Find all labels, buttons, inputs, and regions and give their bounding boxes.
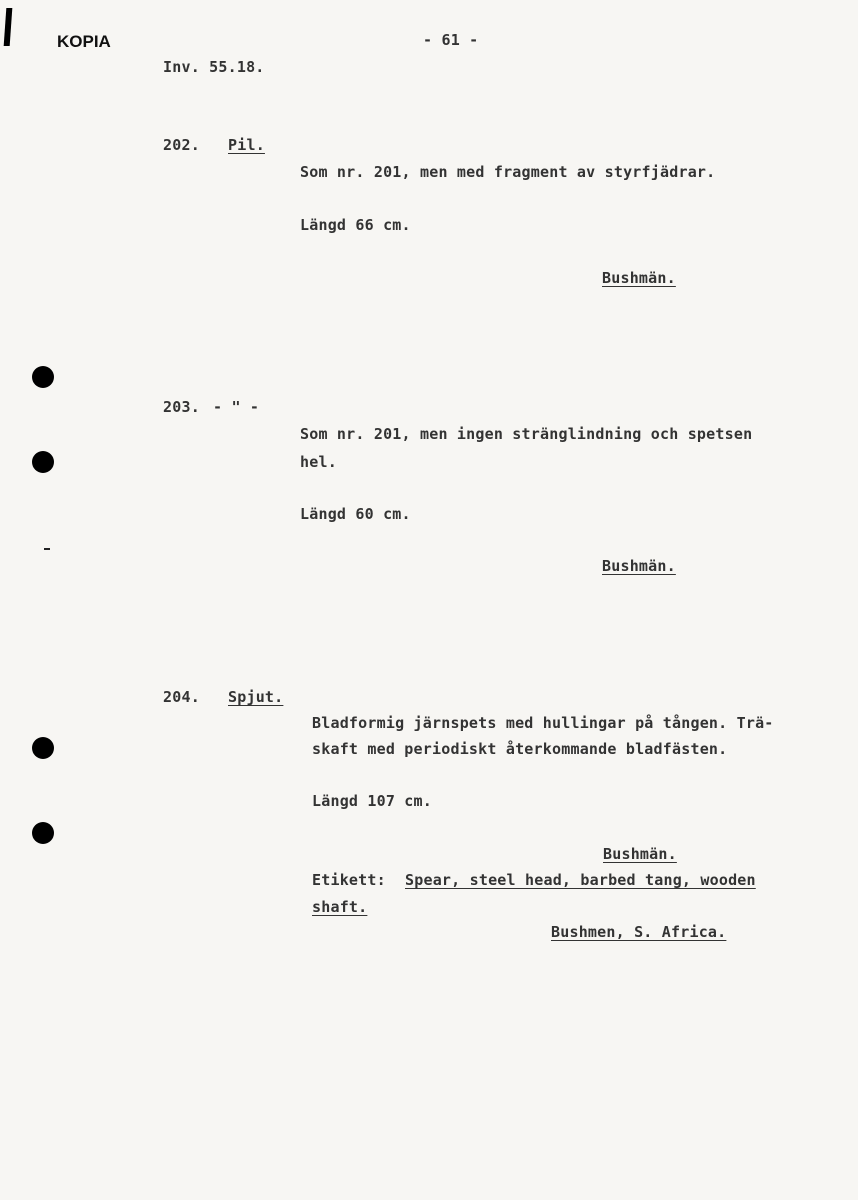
inventory-number: Inv. 55.18. bbox=[163, 58, 265, 76]
punch-hole bbox=[32, 822, 54, 844]
entry-number: 203. bbox=[163, 398, 200, 416]
entry-number: 202. bbox=[163, 136, 200, 154]
etikett-text: shaft. bbox=[312, 898, 368, 916]
entry-description: skaft med periodiskt återkommande bladfästen. bbox=[312, 740, 728, 758]
entry-origin: Bushmän. bbox=[603, 845, 677, 863]
margin-mark bbox=[44, 548, 50, 550]
etikett-origin: Bushmen, S. Africa. bbox=[551, 923, 727, 941]
punch-hole bbox=[32, 451, 54, 473]
entry-description: hel. bbox=[300, 453, 337, 471]
entry-description: Bladformig järnspets med hullingar på tången. Trä- bbox=[312, 714, 774, 732]
entry-description: Som nr. 201, men med fragment av styrfjädrar. bbox=[300, 163, 716, 181]
entry-description: Som nr. 201, men ingen stränglindning och spetsen bbox=[300, 425, 753, 443]
etikett-text: Spear, steel head, barbed tang, wooden bbox=[405, 871, 756, 889]
page-number: - 61 - bbox=[423, 31, 479, 49]
etikett-label: Etikett: bbox=[312, 871, 386, 889]
kopia-stamp: KOPIA bbox=[57, 32, 111, 51]
entry-length: Längd 107 cm. bbox=[312, 792, 432, 810]
entry-number: 204. bbox=[163, 688, 200, 706]
entry-length: Längd 66 cm. bbox=[300, 216, 411, 234]
corner-mark bbox=[4, 8, 13, 46]
entry-label: Spjut. bbox=[228, 688, 284, 706]
punch-hole bbox=[32, 737, 54, 759]
entry-origin: Bushmän. bbox=[602, 557, 676, 575]
punch-hole bbox=[32, 366, 54, 388]
entry-label: Pil. bbox=[228, 136, 265, 154]
entry-origin: Bushmän. bbox=[602, 269, 676, 287]
entry-length: Längd 60 cm. bbox=[300, 505, 411, 523]
entry-label: - " - bbox=[213, 398, 260, 416]
